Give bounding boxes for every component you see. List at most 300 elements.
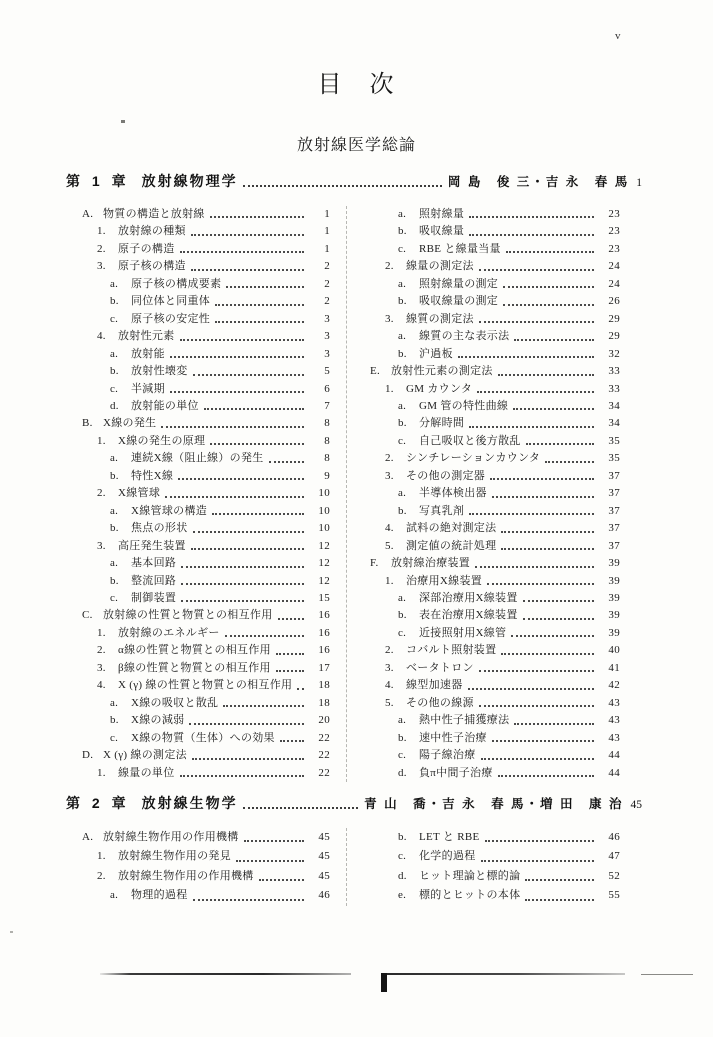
entry-title: 線型加速器 <box>406 679 463 692</box>
dot-leader <box>207 503 308 520</box>
dot-leader <box>480 828 598 847</box>
dot-leader <box>493 765 598 782</box>
entry-page: 10 <box>318 522 330 535</box>
entry-title: 放射線の種類 <box>118 225 186 238</box>
dot-leader <box>205 206 308 223</box>
dot-leader <box>501 241 598 258</box>
toc-entry <box>370 607 620 624</box>
entry-label: e. <box>398 889 407 902</box>
entry-page: 2 <box>324 277 330 290</box>
toc-entry <box>370 415 620 432</box>
toc-column-left <box>82 828 330 906</box>
entry-label: b. <box>398 417 407 430</box>
entry-title: 放射線生物作用の発見 <box>118 850 231 863</box>
entry-title: 放射性元素 <box>118 330 175 343</box>
entry-title: 照射線量の測定 <box>419 277 499 290</box>
toc-entry <box>370 747 620 764</box>
entry-label: b. <box>398 731 407 744</box>
toc-entry <box>82 747 330 764</box>
entry-page: 12 <box>318 574 330 587</box>
entry-label: 1. <box>385 382 394 395</box>
dot-leader <box>493 363 598 380</box>
toc-entry <box>82 398 330 415</box>
toc-column-left <box>82 206 330 782</box>
entry-page: 16 <box>318 626 330 639</box>
toc-entry <box>82 241 330 258</box>
entry-label: a. <box>398 208 407 220</box>
toc-entry <box>370 450 620 467</box>
entry-title: 放射能の単位 <box>131 399 199 412</box>
entry-label: b. <box>110 714 119 727</box>
dot-leader <box>273 607 309 624</box>
entry-page: 10 <box>318 487 330 500</box>
entry-page: 37 <box>608 504 620 517</box>
entry-page: 39 <box>608 557 620 570</box>
entry-page: 39 <box>608 591 620 604</box>
entry-title: 熱中性子捕獲療法 <box>419 714 510 727</box>
entry-page: 33 <box>608 382 620 395</box>
dot-leader <box>173 468 308 485</box>
entry-title: 放射性元素の測定法 <box>391 365 493 378</box>
entry-label: 1. <box>97 850 106 863</box>
dot-leader <box>176 573 308 590</box>
entry-label: a. <box>110 347 119 360</box>
toc-entry <box>370 573 620 590</box>
entry-label: b. <box>398 504 407 517</box>
entry-page: 24 <box>608 277 620 290</box>
entry-page: 35 <box>608 434 620 447</box>
entry-title: 放射線生物作用の作用機構 <box>103 830 239 843</box>
dot-leader <box>186 223 308 240</box>
toc-entry <box>82 258 330 275</box>
toc-entry <box>370 223 620 240</box>
chapter-heading <box>66 171 642 191</box>
entry-page: 45 <box>318 869 330 882</box>
entry-page: 1 <box>324 225 330 238</box>
entry-label: 3. <box>97 661 106 674</box>
entry-title: 深部治療用X線装置 <box>419 591 518 604</box>
entry-label: 4. <box>97 330 106 343</box>
entry-page: 20 <box>318 714 330 727</box>
entry-page: 7 <box>324 399 330 412</box>
dot-leader <box>188 363 309 380</box>
toc-entry <box>370 241 620 258</box>
entry-title: 同位体と同重体 <box>131 295 211 308</box>
dot-leader <box>482 573 598 590</box>
entry-label: B. <box>82 417 93 430</box>
entry-title: X線管球 <box>118 487 161 500</box>
dot-leader <box>472 381 598 398</box>
entry-page: 37 <box>608 539 620 552</box>
chapter-start-page: 45 <box>630 798 642 811</box>
dot-leader <box>188 886 309 905</box>
toc-entry <box>82 450 330 467</box>
toc-entry <box>370 346 620 363</box>
entry-label: E. <box>370 365 381 378</box>
entry-label: b. <box>398 830 407 843</box>
toc-entry <box>82 538 330 555</box>
entry-title: 高圧発生装置 <box>118 539 186 552</box>
entry-page: 45 <box>318 850 330 863</box>
dot-leader <box>205 433 308 450</box>
toc-entry <box>82 625 330 642</box>
chapter-section-1 <box>66 171 642 782</box>
dot-leader <box>292 677 308 694</box>
toc-entry <box>370 730 620 747</box>
entry-title: 放射線生物作用の作用機構 <box>118 869 254 882</box>
entry-title: 写真乳剤 <box>419 504 465 517</box>
dot-leader <box>498 276 598 293</box>
entry-page: 34 <box>608 399 620 412</box>
entry-page: 10 <box>318 504 330 517</box>
toc-entry <box>370 206 620 223</box>
toc-entry <box>370 258 620 275</box>
entry-title: 放射線のエネルギー <box>118 626 220 639</box>
entry-page: 16 <box>318 644 330 657</box>
chapter-start-page: 1 <box>636 177 642 189</box>
dot-leader <box>453 346 598 363</box>
entry-page: 26 <box>608 295 620 308</box>
toc-entry <box>82 607 330 624</box>
dot-leader <box>176 590 308 607</box>
entry-label: a. <box>110 452 119 465</box>
toc-entry <box>370 828 620 847</box>
entry-title: α線の性質と物質との相互作用 <box>118 644 271 657</box>
entry-label: 3. <box>385 661 394 674</box>
toc-entry <box>370 695 620 712</box>
entry-title: 焦点の形状 <box>131 522 188 535</box>
dot-leader <box>521 433 598 450</box>
entry-title: 原子核の安定性 <box>131 312 211 325</box>
toc-entry <box>82 677 330 694</box>
dot-leader <box>464 415 598 432</box>
toc-entry <box>370 276 620 293</box>
entry-page: 1 <box>324 208 330 220</box>
entry-title: 放射性壊変 <box>131 365 188 378</box>
dot-leader <box>496 520 598 537</box>
toc-entry <box>370 293 620 310</box>
entry-page: 23 <box>608 242 620 255</box>
scan-artifact-line <box>641 974 693 975</box>
entry-label: c. <box>110 312 119 325</box>
entry-page: 35 <box>608 452 620 465</box>
entry-label: 3. <box>385 312 394 325</box>
entry-label: 3. <box>97 539 106 552</box>
dot-leader <box>188 520 309 537</box>
dot-leader <box>210 293 308 310</box>
dot-leader <box>506 625 598 642</box>
dot-leader <box>176 555 308 572</box>
dot-leader <box>509 712 598 729</box>
entry-label: b. <box>398 609 407 622</box>
toc-entry <box>82 346 330 363</box>
scan-speck <box>10 931 13 933</box>
entry-title: 試料の絶対測定法 <box>406 522 497 535</box>
entry-page: 6 <box>324 382 330 395</box>
entry-page: 3 <box>324 347 330 360</box>
entry-label: a. <box>398 330 407 343</box>
toc-entry <box>82 433 330 450</box>
dot-leader <box>271 642 308 659</box>
entry-title: 連続X線（阻止線）の発生 <box>131 452 264 465</box>
entry-page: 22 <box>318 766 330 779</box>
entry-title: 標的とヒットの本体 <box>419 889 521 902</box>
entry-page: 1 <box>324 242 330 255</box>
entry-title: 整流回路 <box>131 574 177 587</box>
entry-title: 物質の構造と放射線 <box>103 208 205 220</box>
entry-label: b. <box>398 347 407 360</box>
entry-title: 半導体検出器 <box>419 487 487 500</box>
entry-title: ベータトロン <box>406 661 474 674</box>
entry-label: b. <box>110 574 119 587</box>
toc-entry <box>370 642 620 659</box>
dot-leader <box>476 847 599 866</box>
toc-entry <box>370 328 620 345</box>
entry-title: 線量の測定法 <box>406 260 474 273</box>
toc-entry <box>370 311 620 328</box>
chapter-number: 第 2 章 <box>66 794 130 811</box>
dot-leader <box>520 867 598 886</box>
entry-label: 1. <box>97 766 106 779</box>
entry-label: b. <box>398 225 407 238</box>
entry-label: c. <box>110 731 119 744</box>
entry-title: コバルト照射装置 <box>406 644 497 657</box>
entry-title: 原子の構造 <box>118 242 175 255</box>
entry-title: X線の発生の原理 <box>118 434 206 447</box>
entry-label: c. <box>110 591 119 604</box>
toc-entry <box>82 555 330 572</box>
dot-leader <box>470 555 598 572</box>
entry-title: β線の性質と物質との相互作用 <box>118 661 271 674</box>
dot-leader <box>275 730 308 747</box>
toc-entry <box>370 485 620 502</box>
entry-page: 44 <box>608 766 620 779</box>
entry-page: 15 <box>318 591 330 604</box>
entry-label: c. <box>398 434 407 447</box>
entry-label: A. <box>82 830 94 843</box>
entry-title: 半減期 <box>131 382 165 395</box>
dot-leader <box>463 677 599 694</box>
entry-label: a. <box>110 696 119 709</box>
entry-title: 治療用X線装置 <box>406 574 483 587</box>
entry-label: 4. <box>97 679 106 692</box>
entry-title: 分解時間 <box>419 417 465 430</box>
entry-title: 放射線治療装置 <box>391 557 471 570</box>
toc-entry <box>370 765 620 782</box>
entry-page: 29 <box>608 330 620 343</box>
dot-leader <box>184 712 308 729</box>
toc-entry <box>370 520 620 537</box>
toc-entry <box>370 867 620 886</box>
entry-page: 55 <box>608 889 620 902</box>
entry-label: 1. <box>385 574 394 587</box>
entry-label: d. <box>398 869 407 882</box>
dot-leader <box>474 311 598 328</box>
entry-title: 照射線量 <box>419 208 465 220</box>
entry-page: 22 <box>318 749 330 762</box>
toc-entry <box>370 433 620 450</box>
entry-label: 2. <box>97 869 106 882</box>
toc-entry <box>370 660 620 677</box>
toc-entry <box>82 485 330 502</box>
entry-page: 12 <box>318 539 330 552</box>
entry-page: 2 <box>324 295 330 308</box>
entry-page: 3 <box>324 312 330 325</box>
entry-label: D. <box>82 749 94 762</box>
entry-label: F. <box>370 557 379 570</box>
entry-page: 24 <box>608 260 620 273</box>
entry-label: a. <box>110 504 119 517</box>
toc-entry <box>370 468 620 485</box>
entry-label: a. <box>398 277 407 290</box>
toc-entry <box>82 642 330 659</box>
entry-title: 線量の単位 <box>118 766 175 779</box>
entry-page: 8 <box>324 452 330 465</box>
entry-page: 23 <box>608 225 620 238</box>
toc-entry <box>82 886 330 905</box>
entry-label: b. <box>110 295 119 308</box>
entry-label: a. <box>398 714 407 727</box>
toc-entry <box>370 503 620 520</box>
entry-page: 18 <box>318 696 330 709</box>
entry-page: 8 <box>324 417 330 430</box>
entry-title: その他の測定器 <box>406 469 486 482</box>
dot-leader <box>474 660 598 677</box>
entry-title: RBE と線量当量 <box>419 242 501 255</box>
entry-title: 近接照射用X線管 <box>419 626 507 639</box>
toc-entry <box>370 847 620 866</box>
dot-leader <box>474 695 598 712</box>
chapter-heading <box>66 793 642 813</box>
toc-column-right <box>370 828 620 906</box>
dot-leader <box>518 590 598 607</box>
dot-leader <box>485 468 598 485</box>
chapter-number: 第 1 章 <box>66 173 130 189</box>
toc-entry <box>82 415 330 432</box>
toc-entry <box>82 660 330 677</box>
entry-page: 39 <box>608 609 620 622</box>
entry-label: c. <box>398 242 407 255</box>
dot-leader <box>156 415 308 432</box>
scan-speck <box>121 120 125 123</box>
entry-page: 39 <box>608 574 620 587</box>
dot-leader <box>498 293 598 310</box>
dot-leader <box>165 346 308 363</box>
dot-leader <box>175 765 309 782</box>
entry-label: 2. <box>97 242 106 255</box>
entry-label: 2. <box>385 452 394 465</box>
entry-page: 39 <box>608 626 620 639</box>
entry-label: a. <box>110 557 119 570</box>
chapter-authors: 青 山 喬・吉 永 春 馬・増 田 康 治 <box>364 796 624 811</box>
toc-entry <box>370 625 620 642</box>
dot-leader <box>508 398 598 415</box>
toc-entry <box>82 276 330 293</box>
entry-page: 44 <box>608 749 620 762</box>
toc-entry <box>370 590 620 607</box>
part-title: 放射線医学総論 <box>296 137 416 154</box>
dot-leader <box>264 450 308 467</box>
dot-leader <box>487 730 598 747</box>
toc-entry <box>82 223 330 240</box>
entry-title: 沪過板 <box>419 347 453 360</box>
entry-label: 1. <box>97 434 106 447</box>
entry-page: 40 <box>608 644 620 657</box>
toc-entry <box>82 363 330 380</box>
entry-page: 52 <box>608 869 620 882</box>
dot-leader <box>231 847 308 866</box>
dot-leader <box>175 328 309 345</box>
toc-entry <box>82 695 330 712</box>
entry-title: X線の減弱 <box>131 714 185 727</box>
entry-page: 43 <box>608 714 620 727</box>
toc-entry <box>370 381 620 398</box>
entry-page: 43 <box>608 696 620 709</box>
entry-page: 37 <box>608 469 620 482</box>
entry-title: 陽子線治療 <box>419 749 476 762</box>
entry-title: 線質の主な表示法 <box>419 330 510 343</box>
toc-entry <box>82 293 330 310</box>
entry-title: シンチレーションカウンタ <box>406 452 541 465</box>
entry-label: c. <box>398 850 407 863</box>
entry-title: ヒット理論と標的論 <box>419 869 521 882</box>
entry-page: 41 <box>608 661 620 674</box>
entry-title: GM 管の特性曲線 <box>419 399 509 412</box>
entry-title: X (γ) 線の性質と物質との相互作用 <box>118 679 293 692</box>
entry-title: X線の物質（生体）への効果 <box>131 731 275 744</box>
entry-label: 4. <box>385 679 394 692</box>
entry-label: 1. <box>97 225 106 238</box>
entry-page: 45 <box>318 830 330 843</box>
dot-leader <box>160 485 308 502</box>
entry-label: c. <box>398 749 407 762</box>
entry-label: b. <box>110 522 119 535</box>
entry-label: 3. <box>385 469 394 482</box>
column-divider <box>346 828 348 906</box>
dot-leader <box>476 747 599 764</box>
dot-leader <box>165 381 308 398</box>
entry-title: 自己吸収と後方散乱 <box>419 434 521 447</box>
toc-entry <box>82 573 330 590</box>
entry-page: 17 <box>318 661 330 674</box>
entry-page: 5 <box>324 365 330 378</box>
entry-title: X (γ) 線の測定法 <box>103 749 187 762</box>
chapter-title: 放射線物理学 <box>141 173 238 189</box>
chapter-title: 放射線生物学 <box>141 794 238 811</box>
entry-title: 速中性子治療 <box>419 731 487 744</box>
toc-columns <box>82 206 620 782</box>
toc-entry <box>370 886 620 905</box>
entry-label: 3. <box>97 260 106 273</box>
entry-page: 8 <box>324 434 330 447</box>
entry-title: X線の吸収と散乱 <box>131 696 219 709</box>
entry-title: 吸収線量 <box>419 225 465 238</box>
toc-entry <box>82 828 330 847</box>
entry-title: 基本回路 <box>131 557 177 570</box>
toc-entry <box>82 590 330 607</box>
entry-title: GM カウンタ <box>406 382 473 395</box>
entry-title: 負π中間子治療 <box>419 766 493 779</box>
dot-leader <box>464 223 598 240</box>
entry-title: 物理的過程 <box>131 889 188 902</box>
entry-label: 1. <box>97 626 106 639</box>
chapters-container <box>0 171 713 906</box>
entry-title: 放射能 <box>131 347 165 360</box>
entry-label: 2. <box>97 644 106 657</box>
toc-entry <box>82 206 330 223</box>
dot-leader <box>474 258 598 275</box>
entry-page: 3 <box>324 330 330 343</box>
